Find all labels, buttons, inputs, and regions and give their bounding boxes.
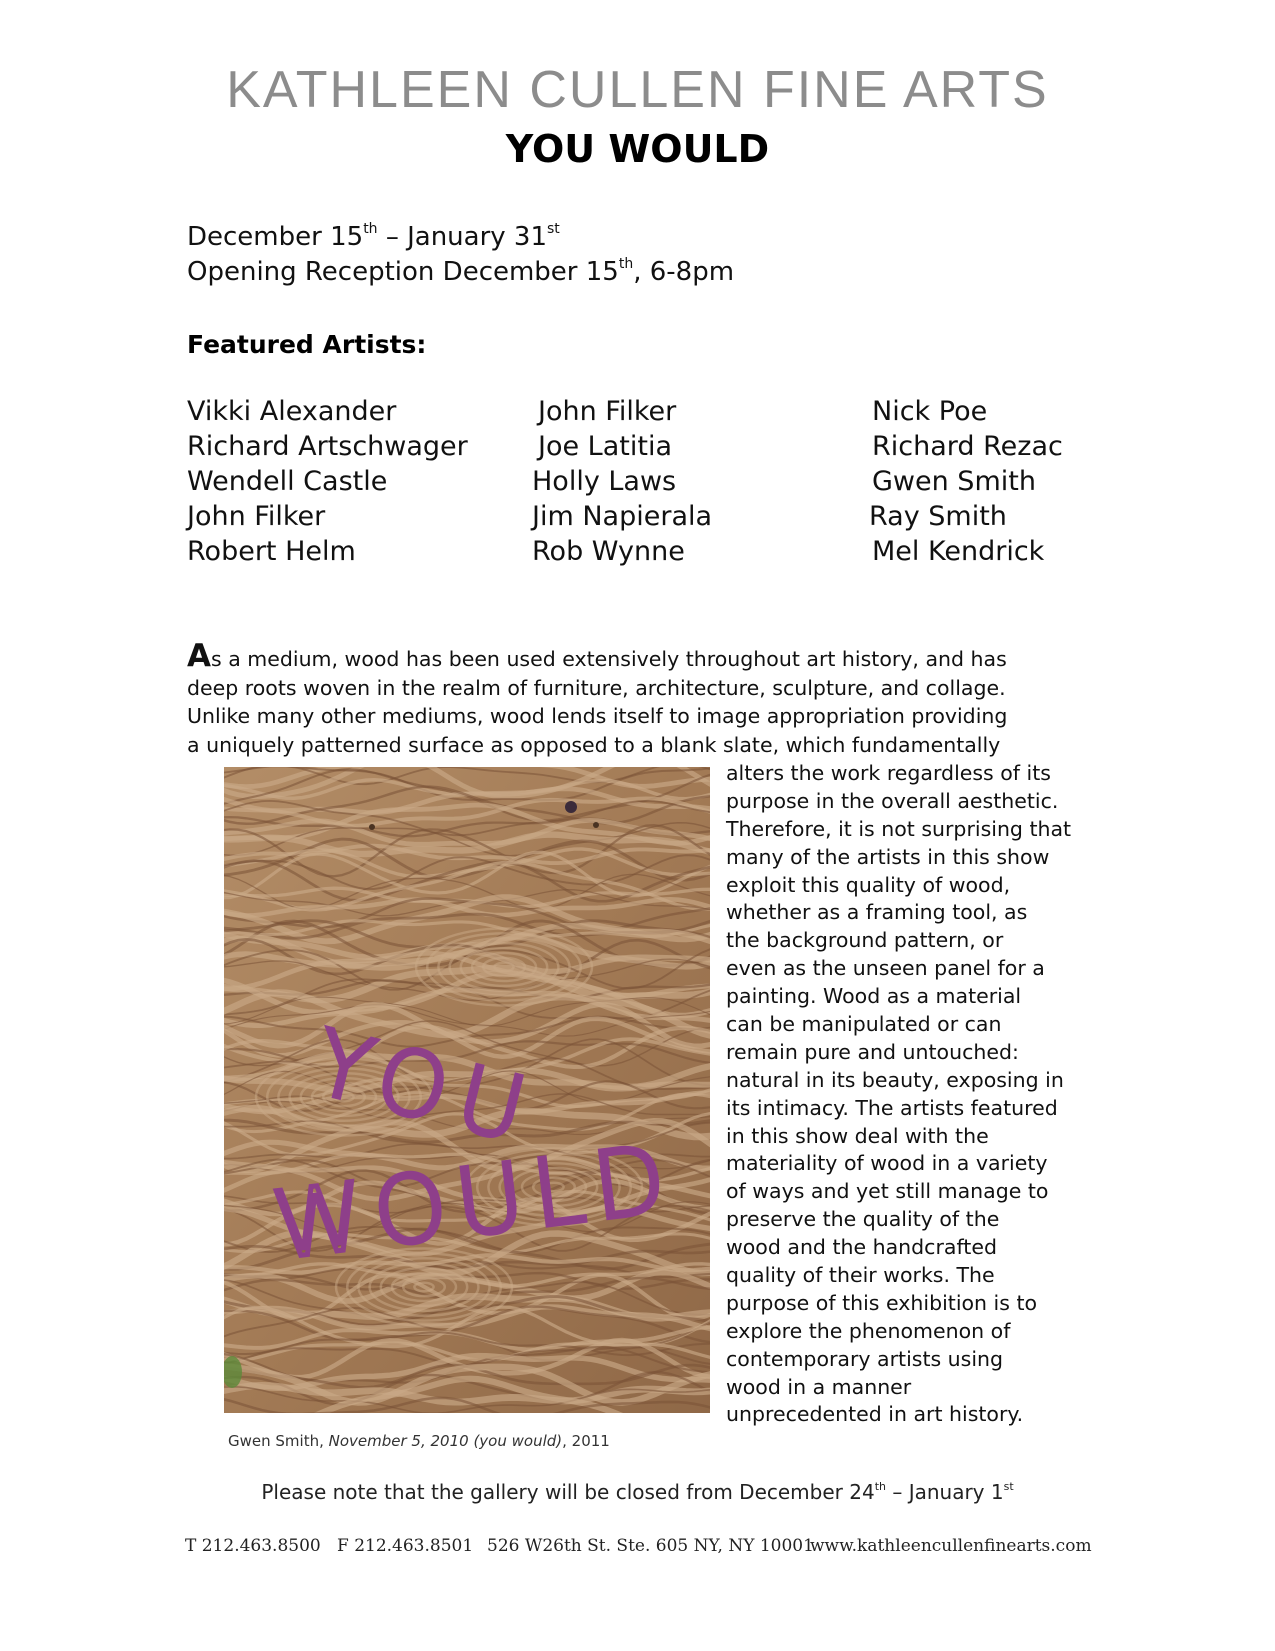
artist-name: Nick Poe bbox=[872, 396, 988, 427]
opening-reception bbox=[187, 257, 734, 287]
essay-line: wood and the handcrafted bbox=[726, 1235, 997, 1260]
essay-line: alters the work regardless of its bbox=[726, 761, 1051, 785]
plywood-graffiti-illustration bbox=[224, 767, 710, 1413]
essay-line: Therefore, it is not surprising that bbox=[726, 816, 1072, 841]
dark-spot bbox=[565, 801, 577, 813]
exhibition-dates bbox=[187, 222, 560, 252]
essay-line: its intimacy. The artists featured bbox=[726, 1095, 1058, 1120]
essay-line: exploit this quality of wood, bbox=[726, 872, 1011, 897]
artist-name: Wendell Castle bbox=[187, 466, 388, 497]
essay-line-text: s a medium, wood has been used extensively throughout art history, and has bbox=[211, 647, 1007, 671]
essay-line: Unlike many other mediums, wood lends itself to image appropriation providing bbox=[187, 704, 1008, 728]
artist-name: Joe Latitia bbox=[538, 431, 672, 462]
essay-intro bbox=[187, 638, 1087, 759]
essay-line: in this show deal with the bbox=[726, 1123, 989, 1148]
caption-year: , 2011 bbox=[562, 1432, 610, 1450]
footer-fax: F 212.463.8501 bbox=[337, 1536, 474, 1556]
drop-cap-letter: A bbox=[187, 638, 211, 674]
artist-name: Jim Napierala bbox=[532, 501, 713, 532]
nail-hole bbox=[593, 822, 599, 828]
essay-line: natural in its beauty, exposing in bbox=[726, 1067, 1064, 1092]
essay-line: can be manipulated or can bbox=[726, 1012, 1002, 1037]
artist-name: Ray Smith bbox=[869, 501, 1007, 532]
essay-line: purpose in the overall aesthetic. bbox=[726, 788, 1059, 813]
artist-name: Holly Laws bbox=[532, 466, 677, 497]
artist-name: Richard Rezac bbox=[872, 431, 1063, 462]
essay-line: purpose of this exhibition is to bbox=[726, 1290, 1038, 1315]
footer-address: 526 W26th St. Ste. 605 NY, NY 10001 bbox=[487, 1536, 814, 1556]
essay-line: whether as a framing tool, as bbox=[726, 900, 1028, 925]
essay-line: of ways and yet still manage to bbox=[726, 1179, 1049, 1204]
essay-line bbox=[187, 638, 1087, 674]
opening-date: Opening Reception December 15 bbox=[187, 257, 619, 287]
essay-line: unprecedented in art history. bbox=[726, 1402, 1024, 1427]
gallery-name: KATHLEEN CULLEN FINE ARTS bbox=[226, 61, 1049, 119]
run-start: December 15 bbox=[187, 222, 364, 252]
artist-name: Robert Helm bbox=[187, 536, 356, 567]
nail-hole bbox=[369, 824, 375, 830]
essay-line: materiality of wood in a variety bbox=[726, 1151, 1048, 1176]
run-start-suffix: th bbox=[363, 221, 378, 237]
run-end: – January 31 bbox=[377, 222, 548, 252]
caption-artist: Gwen Smith, bbox=[228, 1432, 329, 1450]
closure-note bbox=[0, 1480, 1275, 1504]
essay-line: even as the unseen panel for a bbox=[726, 956, 1045, 981]
graffiti-would: WOULD bbox=[267, 1124, 681, 1280]
footer-website[interactable]: www.kathleencullenfinearts.com bbox=[810, 1536, 1092, 1556]
essay-line: contemporary artists using bbox=[726, 1346, 1004, 1371]
closure-suffix-1: th bbox=[874, 1480, 886, 1493]
artist-name: Rob Wynne bbox=[532, 536, 685, 567]
artist-name: John Filker bbox=[187, 501, 326, 532]
essay-line: preserve the quality of the bbox=[726, 1207, 1000, 1232]
artwork-caption bbox=[228, 1432, 610, 1450]
run-end-suffix: st bbox=[547, 221, 560, 237]
footer-phone: T 212.463.8500 bbox=[185, 1536, 321, 1556]
essay-line: quality of their works. The bbox=[726, 1263, 995, 1288]
artist-name: Mel Kendrick bbox=[872, 536, 1045, 567]
essay-line: wood in a manner bbox=[726, 1374, 912, 1399]
essay-line: explore the phenomenon of bbox=[726, 1318, 1011, 1343]
show-title: YOU WOULD bbox=[505, 127, 770, 171]
caption-title: November 5, 2010 (you would) bbox=[328, 1432, 563, 1450]
closure-middle: – January 1 bbox=[885, 1480, 1004, 1504]
closure-suffix-2: st bbox=[1003, 1480, 1014, 1493]
artist-name: Richard Artschwager bbox=[187, 431, 468, 462]
essay-line: deep roots woven in the realm of furniture, architecture, sculpture, and collage. bbox=[187, 675, 1006, 700]
artist-name: John Filker bbox=[538, 396, 677, 427]
closure-text: Please note that the gallery will be closed from December 24 bbox=[261, 1480, 875, 1504]
graffiti-you: YOU bbox=[305, 1010, 549, 1165]
essay-body-column bbox=[726, 760, 1086, 1429]
artist-name: Gwen Smith bbox=[872, 466, 1036, 497]
essay-line: a uniquely patterned surface as opposed to a blank slate, which fundamentally bbox=[187, 732, 1001, 757]
essay-line: the background pattern, or bbox=[726, 928, 1004, 953]
essay-line: painting. Wood as a material bbox=[726, 984, 1022, 1009]
essay-line: many of the artists in this show bbox=[726, 844, 1050, 869]
opening-time: , 6-8pm bbox=[633, 257, 735, 287]
featured-artists-heading: Featured Artists: bbox=[187, 330, 427, 359]
essay-line: remain pure and untouched: bbox=[726, 1039, 1019, 1064]
opening-date-suffix: th bbox=[618, 256, 634, 272]
artwork-image bbox=[224, 767, 710, 1413]
artist-name: Vikki Alexander bbox=[187, 396, 397, 427]
